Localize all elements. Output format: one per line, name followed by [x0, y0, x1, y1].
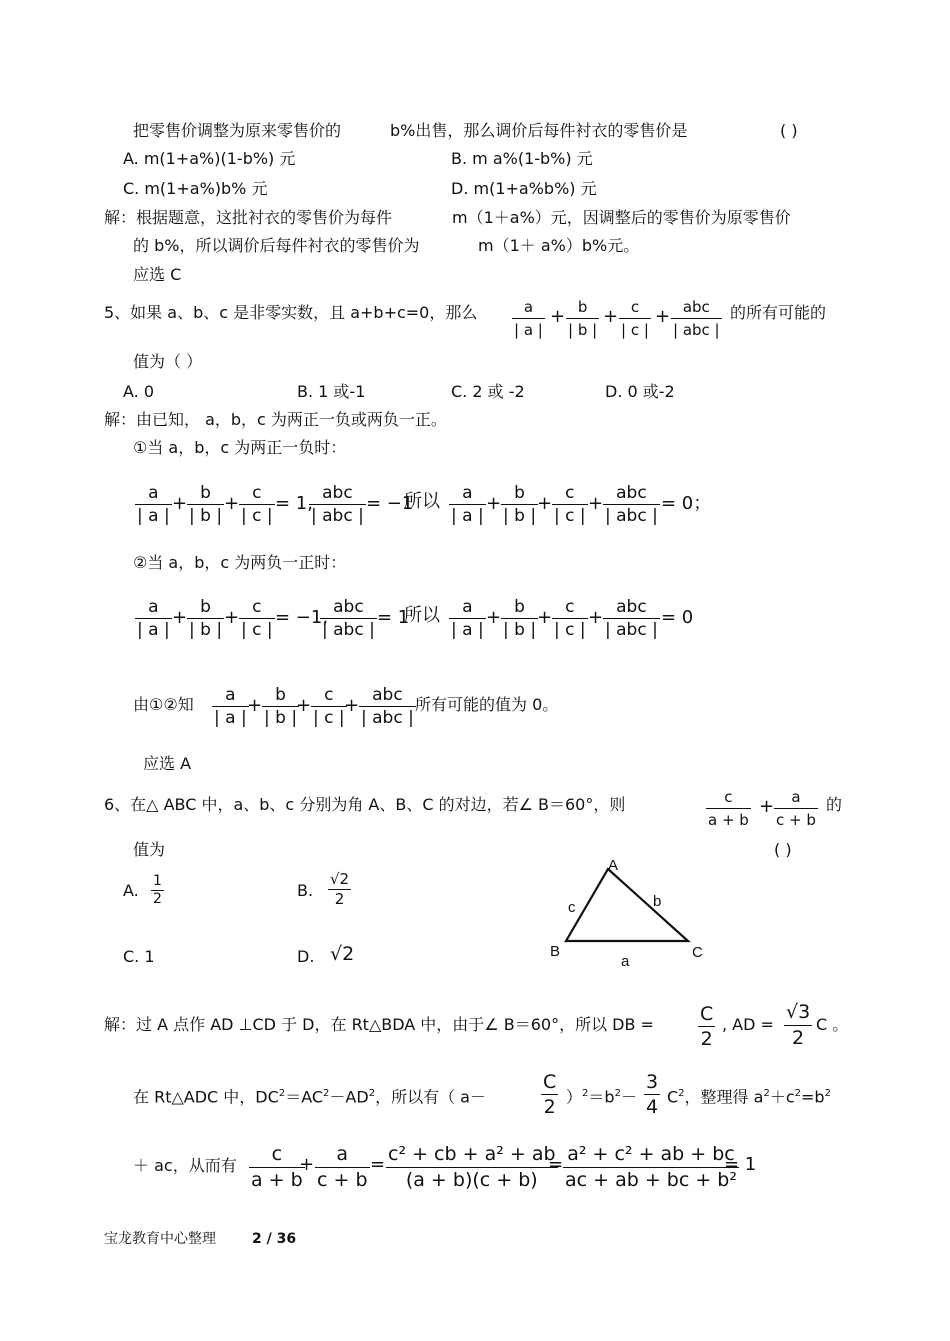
q5-solution-1: 解：由已知， a，b，c 为两正一负或两负一正。	[104, 410, 447, 429]
q5-option-d: D. 0 或-2	[605, 382, 675, 401]
plus-sign: +	[655, 306, 671, 327]
q4-paren: ( )	[780, 121, 798, 140]
eq2-frac-b2: $\frac{b}{| b |}$	[503, 597, 537, 640]
eq2-equals-1: = 1	[377, 607, 410, 628]
q5-stem-frac-a: $\frac{a}{| a |}$	[514, 298, 543, 339]
q6-sol3-frac-3: $\frac{\text{c² + cb + a² + ab}}{(a + b)(c + b)}$	[388, 1143, 556, 1191]
q4-solution-1a: 解：根据题意，这批衬衣的零售价为每件	[104, 208, 393, 227]
equals-sign: =	[370, 1154, 386, 1175]
q5-stem-b: 的所有可能的	[730, 303, 827, 322]
triangle-outline	[566, 869, 688, 941]
eq1-frac-abc: abc | abc |	[311, 483, 364, 526]
triangle-abc-figure	[540, 850, 720, 975]
q4-option-d: D. m(1+a%b%) 元	[451, 179, 597, 198]
equals-sign: =	[548, 1154, 564, 1175]
q6-option-b-label: B.	[297, 881, 314, 900]
eq1-frac-abc2: abc | abc |	[605, 483, 658, 526]
q6-sol2-frac-1: $\frac{C}{2}$	[543, 1071, 557, 1118]
q5-option-a: A. 0	[123, 382, 155, 401]
eq1-frac-a: $\frac{a}{| a |}$	[137, 483, 170, 526]
plus-sign: +	[247, 695, 263, 716]
eq2-equals-neg1: = −1,	[275, 607, 329, 628]
plus-sign: +	[296, 695, 312, 716]
q5-stem-a: 5、如果 a、b、c 是非零实数，且 a+b+c=0，那么	[104, 303, 478, 322]
q6-option-c: C. 1	[123, 947, 155, 966]
plus-sign: +	[172, 607, 188, 628]
q5-case-2: ②当 a，b，c 为两负一正时：	[133, 553, 347, 572]
q4-stem-line	[133, 121, 341, 141]
eq1-frac-c: $\frac{c}{| c |}$	[241, 483, 273, 526]
q6-sol3-frac-2: $\frac{a}{c + b}$	[317, 1143, 368, 1191]
eq1-equals-1: = 1,	[275, 493, 313, 514]
q4-answer: 应选 C	[133, 265, 182, 284]
q4-solution-2a: 的 b%，所以调价后每件衬衣的零售价为	[133, 236, 420, 255]
q5-stem-frac-b: $\frac{b}{| b |}$	[568, 298, 598, 339]
q6-stem-a: 6、在△ ABC 中，a、b、c 分别为角 A、B、C 的对边，若∠ B＝60°，则	[104, 795, 626, 814]
q6-sol1-frac-1: $\frac{C}{2}$	[700, 1003, 714, 1050]
eq2-frac-abc2: abc | abc |	[605, 597, 658, 640]
vertex-c-label: C	[692, 944, 703, 961]
eq2-frac-b: $\frac{b}{| b |}$	[189, 597, 223, 640]
eq2-frac-c: $\frac{c}{| c |}$	[241, 597, 273, 640]
q6-option-a-label: A.	[123, 881, 139, 900]
q6-sol2-frac-2: $\frac{3}{4}$	[646, 1071, 659, 1118]
footer-org: 宝龙教育中心整理	[104, 1231, 216, 1247]
plus-sign: +	[224, 607, 240, 628]
eq2-frac-a2: $\frac{a}{| a |}$	[451, 597, 484, 640]
q5-case-1: ①当 a，b，c 为两正一负时：	[133, 438, 347, 457]
plus-sign: +	[603, 306, 619, 327]
q6-solution-2c: $C^2$，整理得 $a^2+c^2=b^2$	[667, 1087, 831, 1107]
q6-option-b-frac: $\frac{√2}{2}$	[330, 870, 350, 908]
q6-sol1-frac-2: $\frac{√3}{2}$	[786, 1001, 811, 1049]
q6-stem-c: 值为	[133, 840, 166, 859]
plus-sign: +	[588, 493, 604, 514]
plus-sign: +	[486, 607, 502, 628]
q6-solution-3a: ＋ ac，从而有	[133, 1156, 237, 1175]
q4-solution-1b: m（1＋a%）元，因调整后的零售价为原零售价	[452, 208, 791, 227]
q4-stem-b: b%出售，那么调价后每件衬衣的零售价是	[390, 121, 688, 140]
q6-option-d-value: √2	[330, 943, 355, 965]
plus-sign: +	[550, 306, 566, 327]
eq1-frac-b: $\frac{b}{| b |}$	[189, 483, 223, 526]
eq2-so: 所以	[404, 605, 440, 626]
q5-option-c: C. 2 或 -2	[451, 382, 525, 401]
q6-sol3-result: = 1	[724, 1154, 757, 1175]
eq2-result: = 0	[661, 607, 694, 628]
eq2-frac-abc: abc | abc |	[322, 597, 375, 640]
q5-conclusion-b: 所有可能的值为 0。	[415, 695, 559, 714]
q6-stem-frac-1: $\frac{c}{a + b}$	[708, 788, 749, 829]
eq1-frac-a2: $\frac{a}{| a |}$	[451, 483, 484, 526]
q6-paren: ( )	[774, 840, 792, 859]
plus-sign: +	[224, 493, 240, 514]
plus-sign: +	[759, 796, 775, 817]
plus-sign: +	[537, 493, 553, 514]
eq1-frac-c2: $\frac{c}{| c |}$	[554, 483, 586, 526]
eq1-result: = 0；	[661, 493, 712, 514]
side-a-label: a	[621, 953, 630, 970]
eq2-frac-c2: $\frac{c}{| c |}$	[554, 597, 586, 640]
eq1-frac-b2: $\frac{b}{| b |}$	[503, 483, 537, 526]
q4-stem-a: 把零售价调整为原来零售价的	[133, 121, 342, 140]
q6-sol3-frac-4: $\frac{\text{a² + c² + ab + bc}}{\text{ac + ab + bc + b²}}$	[565, 1143, 737, 1191]
side-c-label: c	[568, 899, 576, 916]
q4-option-b: B. m a%(1-b%) 元	[451, 149, 593, 168]
q4-option-a: A. m(1+a%)(1-b%) 元	[123, 149, 296, 168]
footer-page-number: 2 / 36	[252, 1231, 297, 1247]
eq1-so: 所以	[404, 491, 440, 512]
plus-sign: +	[537, 607, 553, 628]
plus-sign: +	[299, 1154, 315, 1175]
q6-option-a-frac: $\frac{1}{2}$	[153, 873, 162, 907]
q6-solution-1b: , AD =	[722, 1015, 774, 1034]
q5-stem-frac-c: $\frac{c}{| c |}$	[621, 298, 649, 339]
q4-solution-2b: m（1＋ a%）b%元。	[478, 236, 640, 255]
plus-sign: +	[172, 493, 188, 514]
vertex-a-label: A	[608, 857, 619, 874]
eq2-frac-a: $\frac{a}{| a |}$	[137, 597, 170, 640]
concl-frac-c: $\frac{c}{| c |}$	[313, 685, 345, 728]
q6-solution-1a: 解：过 A 点作 AD ⊥CD 于 D，在 Rt△BDA 中，由于∠ B＝60°，所以 DB =	[104, 1015, 654, 1034]
plus-sign: +	[486, 493, 502, 514]
vertex-b-label: B	[550, 943, 561, 960]
concl-frac-a: $\frac{a}{| a |}$	[214, 685, 247, 728]
q6-option-d-label: D.	[297, 947, 315, 966]
plus-sign: +	[344, 695, 360, 716]
q5-stem-c: 值为（ ）	[133, 352, 203, 371]
plus-sign: +	[588, 607, 604, 628]
side-b-label: b	[653, 893, 662, 910]
q4-option-c: C. m(1+a%)b% 元	[123, 179, 268, 198]
concl-frac-abc: abc | abc |	[361, 685, 414, 728]
q6-solution-1c: C 。	[816, 1015, 849, 1034]
q5-stem-frac-abc: abc | abc |	[673, 298, 720, 339]
concl-frac-b: $\frac{b}{| b |}$	[264, 685, 298, 728]
q6-sol3-frac-1: $\frac{c}{a + b}$	[251, 1143, 303, 1191]
q5-conclusion-a: 由①②知	[133, 695, 194, 714]
q6-stem-frac-2: $\frac{a}{c + b}$	[776, 788, 816, 829]
q6-solution-2: 在 Rt△ADC 中，$DC^2=AC^2-AD^2$，所以有（ a－	[133, 1087, 486, 1107]
q5-answer: 应选 A	[143, 754, 192, 773]
q6-solution-2b: ）$^2=b^2-$	[566, 1087, 637, 1107]
q5-option-b: B. 1 或-1	[297, 382, 366, 401]
eq1-equals-neg1: = −1	[366, 493, 414, 514]
q6-stem-b: 的	[826, 795, 843, 814]
